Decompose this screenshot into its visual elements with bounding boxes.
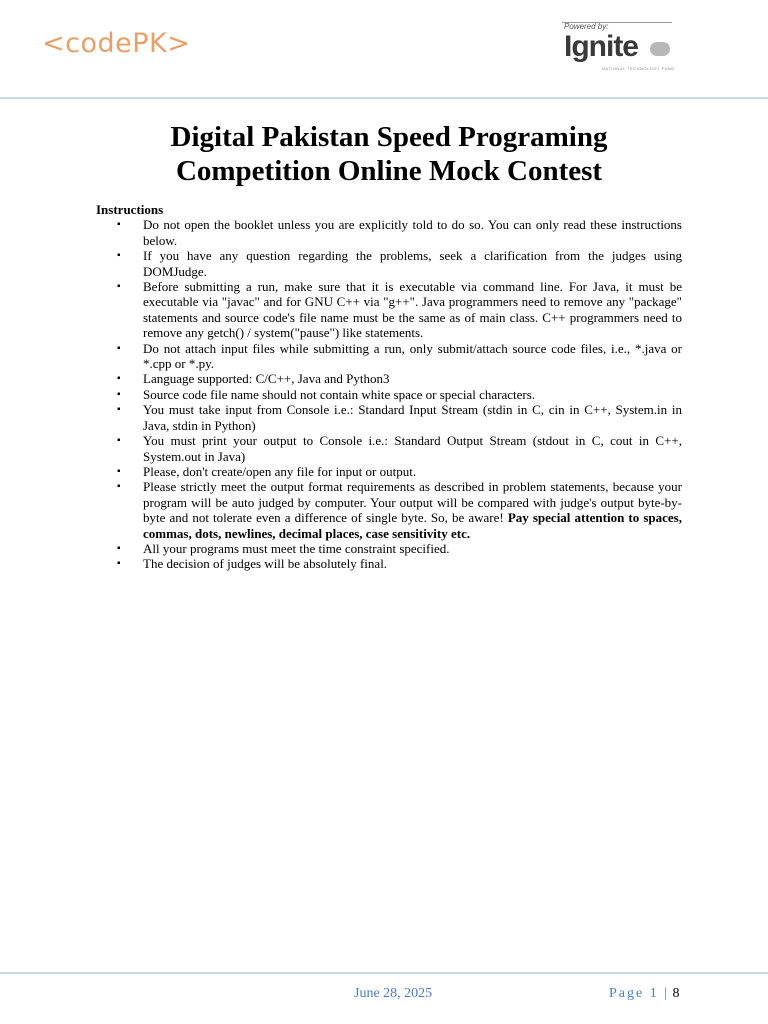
- page-label: Page: [609, 986, 645, 1001]
- output-format-emphasis: Pay special attention to spaces, commas, dots, newlines, decimal places, case sensitivity etc.: [143, 510, 682, 541]
- ignite-logo: [560, 20, 675, 72]
- ignite-wordmark: Ignite: [564, 30, 638, 63]
- codepk-logo: <codePK>: [42, 28, 191, 59]
- instructions-section: [96, 202, 682, 572]
- instruction-item: ▪ Do not open the booklet unless you are explicitly told to do so. You can only read these instructions below.: [96, 217, 682, 248]
- instruction-item: ▪ You must print your output to Console i.e.: Standard Output Stream (stdout in C, cout in C++, System.out in Java): [96, 433, 682, 464]
- output-format-text: Please strictly meet the output format requirements as described in problem statements, because your program will be auto judged by computer. Your output will be compared with judge's output byte-by-byte and not tolerate even a difference of single byte. So, be aware!: [143, 479, 682, 526]
- page-header: [0, 0, 768, 100]
- document-title: Digital Pakistan Speed Programing Competition Online Mock Contest: [170, 121, 608, 187]
- instruction-item: ▪ Source code file name should not contain white space or special characters.: [96, 387, 682, 402]
- instruction-item: ▪ Language supported: C/C++, Java and Python3: [96, 371, 682, 386]
- instruction-item: ▪ Please, don't create/open any file for input or output.: [96, 464, 682, 479]
- footer-divider: [0, 972, 768, 974]
- instruction-item: ▪ If you have any question regarding the problems, seek a clarification from the judges using DOMJudge.: [96, 248, 682, 279]
- instruction-item-output-format: [96, 479, 682, 541]
- instruction-item: ▪ The decision of judges will be absolutely final.: [96, 556, 682, 571]
- header-divider: [0, 97, 768, 99]
- total-pages: 8: [672, 986, 680, 1001]
- ignite-subtitle: NATIONAL TECHNOLOGY FUND: [602, 66, 675, 71]
- instruction-item: ▪ Do not attach input files while submitting a run, only submit/attach source code files, i.e., *.java or *.cpp or *.py.: [96, 341, 682, 372]
- current-page: 1: [649, 986, 659, 1001]
- footer-page-number: [609, 986, 680, 1002]
- instruction-item: ▪ Before submitting a run, make sure that it is executable via command line. For Java, it must be executable via "javac" and for GNU C++ via "g++". Java programmers need to remove any "package" statements and source code's file name must be the same as of main class. C++ programmers need to remove any getch() / system("pause") like statements.: [96, 279, 682, 341]
- page-separator: |: [664, 986, 668, 1001]
- instructions-list: [96, 217, 682, 571]
- ignite-logo-mark: [650, 42, 670, 56]
- instruction-item: ▪ You must take input from Console i.e.: Standard Input Stream (stdin in C, cin in C++, System.in in Java, stdin in Python): [96, 402, 682, 433]
- ignite-powered-by: Powered by:: [564, 22, 609, 31]
- footer-date: June 28, 2025: [354, 986, 433, 1001]
- instruction-item: ▪ All your programs must meet the time constraint specified.: [96, 541, 682, 556]
- instructions-heading: Instructions: [96, 202, 164, 217]
